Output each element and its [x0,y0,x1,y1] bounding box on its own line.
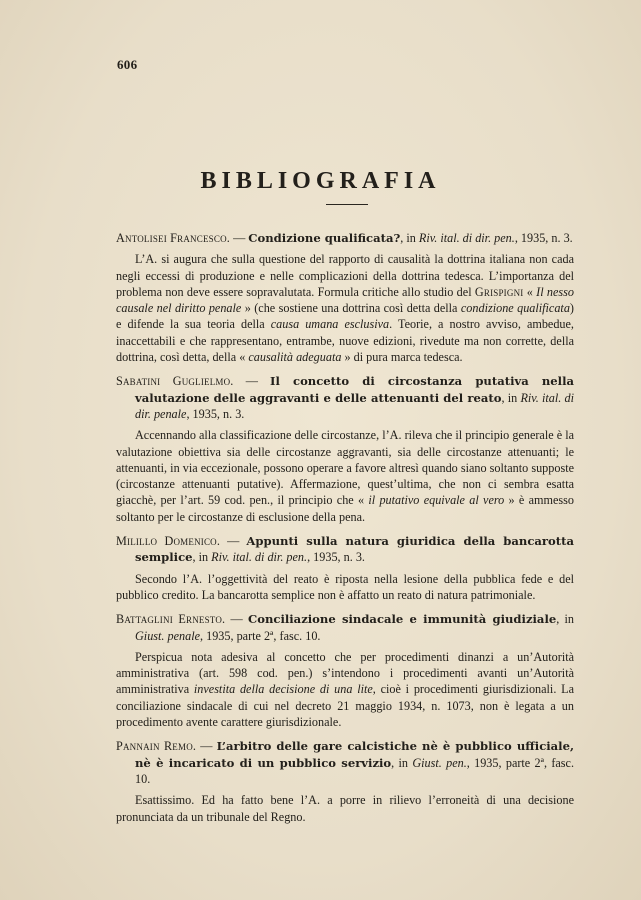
entry-journal: Riv. ital. di dir. pen. [418,231,515,245]
entry-ref-post: , 1935, n. 3. [307,550,365,565]
entry-dash: — [220,534,247,549]
entry-body [116,792,574,825]
entry-author: Battaglini Ernesto. [116,612,226,627]
bibliography-entry [116,533,574,603]
entry-header [116,611,574,644]
entry-ref-pre: , in [391,755,413,770]
entry-header [116,230,574,246]
page-number: 606 [117,57,138,72]
entry-header [116,373,574,422]
cited-work: Il nesso causale nel diritto penale [116,284,574,316]
entry-author: Antolisei Francesco. [116,231,231,245]
entry-title: Condizione qualificata? [248,231,401,245]
heading-rule [326,204,368,205]
entry-journal: Giust. pen. [412,755,467,770]
entry-title: Conciliazione sindacale e immunità giudiziale [248,612,557,627]
emphasis: investita della decisione di una lite [193,682,373,697]
bibliography-entry [116,738,574,824]
body-text: » di pura marca tedesca. [341,350,463,365]
bibliography-entry [116,373,574,525]
entry-title: Il concetto di circostanza putativa nella valutazione delle aggravanti e delle attenuanti del reato [135,374,574,405]
entry-title: Appunti sulla natura giuridica della bancarotta semplice [135,534,574,565]
body-text: « [523,284,537,299]
body-text: Secondo l’A. l’oggettività del reato è riposta nella lesione della pubblica fede e del pubblico credito. La bancarotta semplice non è affatto un reato di natura patrimoniale. [116,571,574,602]
entry-journal: Giust. penale [135,628,200,643]
bibliography-entry [116,611,574,730]
bibliography-entry [116,230,574,365]
entry-author: Milillo Domenico. [116,534,221,549]
entry-ref-post: , 1935, n. 3. [514,231,573,245]
body-text: » è ammesso soltanto per le circostanze di esclusione della pena. [116,493,574,524]
body-text: Perspicua nota adesiva al concetto che per procedimenti dinanzi a un’Autorità amministrativa (art. 598 cod. pen.) s’intendono i procedimenti avanti un’Autorità amministrativa [116,649,574,697]
emphasis: causalità adeguata [248,350,342,365]
body-text: L’A. si augura che sulla questione del rapporto di causalità la dottrina italiana non cada negli eccessi di produzione e nelle complicazioni della dottrina tedesca. L’importanza del problema non deve essere sopravalutata. Formula critiche allo studio del [116,252,574,299]
entry-author: Sabatini Guglielmo. [116,374,234,389]
body-text: » (che sostiene una dottrina così detta della [241,301,461,316]
entry-dash: — [225,612,249,627]
entry-dash: — [233,374,271,389]
entry-author: Pannain Remo. [116,739,197,754]
entry-body [116,251,574,365]
section-heading: BIBLIOGRAFIA [200,168,441,194]
bibliography-list [116,230,574,825]
entry-body [116,427,574,525]
emphasis: il putativo equivale al vero [368,493,505,508]
entry-journal: Riv. ital. di dir. penale [135,390,575,421]
entry-dash: — [196,739,217,754]
body-text: , cioè i procedimenti giurisdizionali. La conciliazione sindacale di cui nel decreto 21 maggio 1934, n. 1073, non è legata a un procedimento avente carattere giurisdizionale. [116,682,574,730]
body-text: Accennando alla classificazione delle circostanze, l’A. rileva che il principio generale è la valutazione obiettiva sia delle circostanze aggravanti, sia delle circostanze attenuanti; le attenuanti, in via eccezionale, possono operare a favore altresì quando siano soltanto supposte (circostanze attenuanti putative). Affermazione, quest’ultima, che non ci sembra esatta giacchè, per l’art. 59 cod. pen., il principio che « [116,428,574,508]
body-text: Esattissimo. Ed ha fatto bene l’A. a porre in rilievo l’erroneità di una decisione pronunciata da un tribunale del Regno. [116,793,574,824]
entry-body [116,571,574,604]
cited-author: Grispigni [474,284,524,299]
entry-header [116,738,574,787]
body-text: ) e difende la sua teoria della [116,301,574,332]
emphasis: causa umana esclusiva [270,317,390,332]
emphasis: condizione qualificata [460,301,570,316]
body-text: . Teorie, a nostro avviso, ambedue, inaccettabili e che rappresentano, entrambe, nuove edizioni, rivedute ma non corrette, della dottrina, così detta, della « [116,317,574,365]
entry-header [116,533,574,566]
entry-ref-post: , 1935, parte 2ª, fasc. 10. [200,628,321,643]
entry-journal: Riv. ital. di dir. pen. [211,550,308,565]
entry-ref-post: , 1935, n. 3. [186,406,245,421]
entry-title: L’arbitro delle gare calcistiche nè è pubblico ufficiale, nè è incaricato di un pubblico servizio [135,739,574,770]
entry-dash: — [230,231,249,245]
entry-ref-pre: , in [501,390,521,405]
entry-ref-post: , 1935, parte 2ª, fasc. 10. [135,755,574,786]
entry-ref-pre: , in [556,612,575,627]
entry-ref-pre: , in [192,550,212,565]
entry-body [116,649,574,730]
entry-ref-pre: , in [400,231,419,245]
